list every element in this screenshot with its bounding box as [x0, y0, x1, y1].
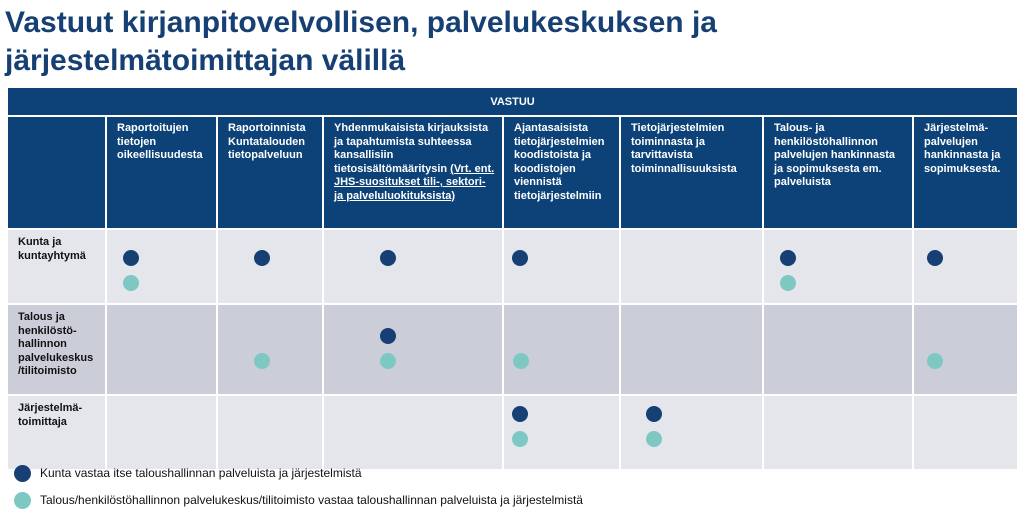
- jhs-reference-link[interactable]: (Vrt. ent. JHS-suositukset tili-, sektori- ja palveluluokituksista): [334, 162, 495, 202]
- kunta-dot-marker: [123, 250, 139, 266]
- talous-dot-marker: [380, 353, 396, 369]
- column-header-4: Ajantasaisista tietojärjestelmien koodistoista ja koodistojen viennistä tietojärjestelmiin: [503, 116, 620, 229]
- corner-cell: [7, 116, 106, 229]
- table-row: [7, 229, 1018, 304]
- legend-talous-label: Talous/henkilöstöhallinnon palvelukeskus/tilitoimisto vastaa taloushallinnan palveluista ja järjestelmistä: [40, 493, 583, 507]
- column-header-7: Järjestelmä-palvelujen hankinnasta ja sopimuksesta.: [913, 116, 1018, 229]
- kunta-dot-marker: [380, 250, 396, 266]
- talous-dot-marker: [123, 275, 139, 291]
- cell: [763, 395, 913, 470]
- cell: [913, 304, 1018, 395]
- page-title: Vastuut kirjanpitovelvollisen, palvelukeskuksen ja järjestelmätoimittajan välillä: [5, 6, 717, 77]
- kunta-dot-marker: [512, 406, 528, 422]
- vastuu-header: VASTUU: [7, 87, 1018, 116]
- cell: [323, 395, 503, 470]
- legend-kunta-dot: [14, 465, 31, 482]
- cell: [323, 304, 503, 395]
- talous-dot-marker: [513, 353, 529, 369]
- kunta-dot-marker: [646, 406, 662, 422]
- kunta-dot-marker: [512, 250, 528, 266]
- column-header-5: Tietojärjestelmien toiminnasta ja tarvittavista toiminnallisuuksista: [620, 116, 763, 229]
- cell: [106, 229, 217, 304]
- legend-talous-dot: [14, 492, 31, 509]
- cell: [217, 229, 323, 304]
- kunta-dot-marker: [254, 250, 270, 266]
- talous-dot-marker: [927, 353, 943, 369]
- talous-dot-marker: [780, 275, 796, 291]
- responsibility-table: [6, 86, 1019, 471]
- cell: [913, 229, 1018, 304]
- table-row: [7, 395, 1018, 470]
- cell: [217, 304, 323, 395]
- cell: [503, 229, 620, 304]
- cell: [763, 304, 913, 395]
- kunta-dot-marker: [927, 250, 943, 266]
- column-header-6: Talous- ja henkilöstöhallinnon palvelujen hankinnasta ja sopimuksesta em. palveluista: [763, 116, 913, 229]
- talous-dot-marker: [646, 431, 662, 447]
- cell: [323, 229, 503, 304]
- row-header-palvelukeskus: Talous ja henkilöstö-hallinnon palvelukeskus /tilitoimisto: [7, 304, 106, 395]
- kunta-dot-marker: [780, 250, 796, 266]
- legend-kunta-label: Kunta vastaa itse taloushallinnan palveluista ja järjestelmistä: [40, 466, 362, 480]
- talous-dot-marker: [254, 353, 270, 369]
- column-header-3-text: Yhdenmukaisista kirjauksista ja tapahtumista suhteessa kansallisiin tietosisältömääritysin: [334, 122, 489, 175]
- column-header-row: [7, 116, 1018, 229]
- talous-dot-marker: [512, 431, 528, 447]
- cell: [106, 395, 217, 470]
- cell: [106, 304, 217, 395]
- column-header-2: Raportoinnista Kuntatalouden tietopalveluun: [217, 116, 323, 229]
- cell: [620, 229, 763, 304]
- column-header-1: Raportoitujen tietojen oikeellisuudesta: [106, 116, 217, 229]
- cell: [217, 395, 323, 470]
- column-header-3: [323, 116, 503, 229]
- cell: [763, 229, 913, 304]
- table-row: [7, 304, 1018, 395]
- cell: [620, 395, 763, 470]
- cell: [503, 395, 620, 470]
- group-header-row: [7, 87, 1018, 116]
- cell: [503, 304, 620, 395]
- row-header-kunta: Kunta ja kuntayhtymä: [7, 229, 106, 304]
- cell: [620, 304, 763, 395]
- row-header-jarjestelmatoimittaja: Järjestelmä-toimittaja: [7, 395, 106, 470]
- kunta-dot-marker: [380, 328, 396, 344]
- cell: [913, 395, 1018, 470]
